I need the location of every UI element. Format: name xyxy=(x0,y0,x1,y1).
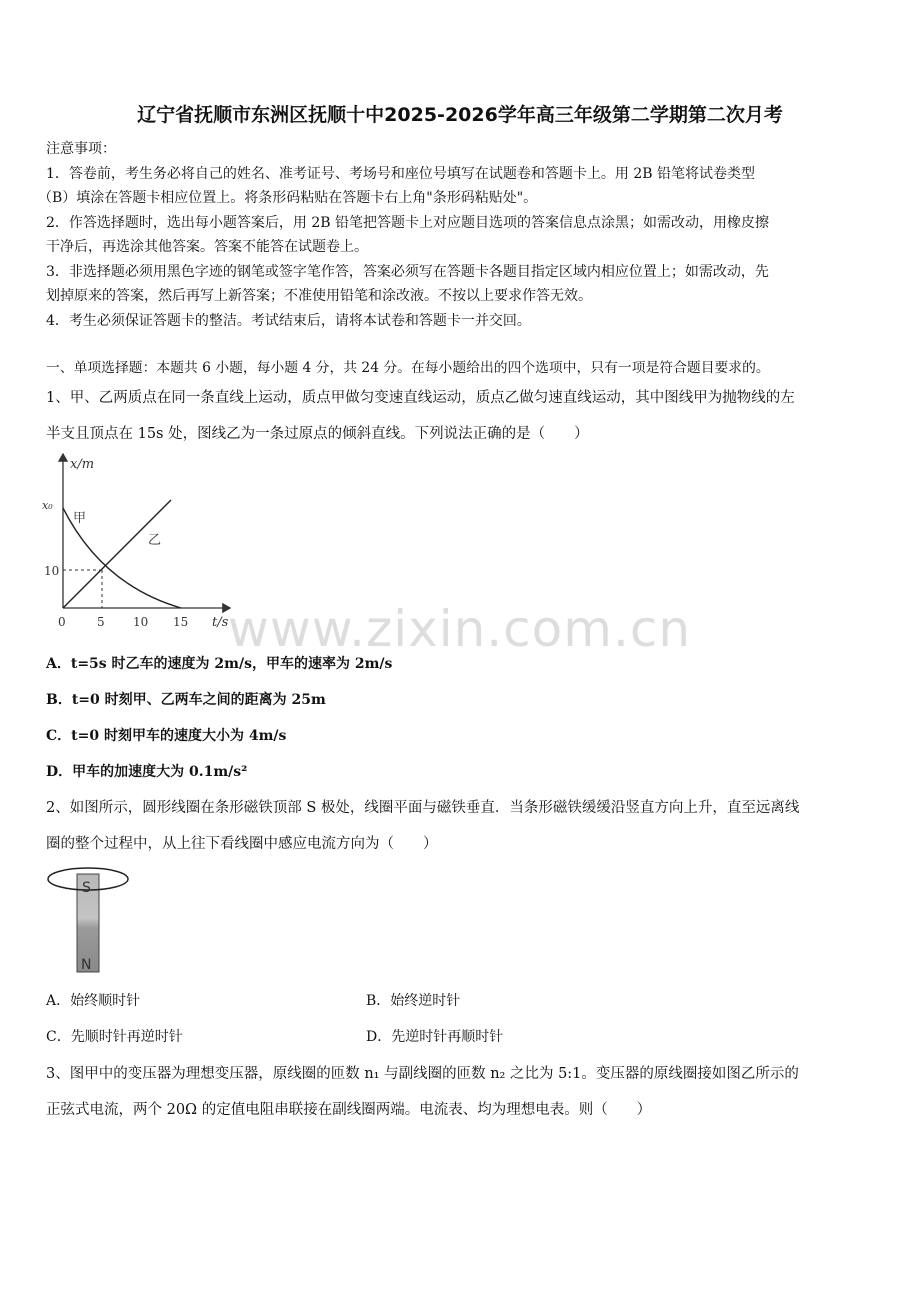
notice-line: 4．考生必须保证答题卡的整洁。考试结束后，请将本试卷和答题卡一并交回。 xyxy=(46,313,531,329)
label-yi: 乙 xyxy=(148,533,162,548)
question-3-stem: 正弦式电流，两个 20Ω 的定值电阻串联接在副线圈两端。电流表、均为理想电表。则（ ） xyxy=(46,1102,652,1118)
q1-xt-graph xyxy=(40,448,240,633)
watermark: www.zixin.com.cn xyxy=(228,600,692,658)
s-pole-label: S xyxy=(82,880,91,896)
notice-line: （B）填涂在答题卡相应位置上。将条形码粘贴在答题卡右上角"条形码粘贴处"。 xyxy=(38,190,538,206)
q1-option-a: A．t=5s 时乙车的速度为 2m/s，甲车的速率为 2m/s xyxy=(46,656,393,672)
y-axis-label: x/m xyxy=(70,457,95,472)
section-heading: 一、单项选择题：本题共 6 小题，每小题 4 分，共 24 分。在每小题给出的四个选项中，只有一项是符合题目要求的。 xyxy=(46,360,770,376)
q2-option-a: A．始终顺时针 xyxy=(46,993,141,1009)
q2-option-b: B．始终逆时针 xyxy=(366,993,461,1009)
page-title: 辽宁省抚顺市东洲区抚顺十中2025-2026学年高三年级第二学期第二次月考 xyxy=(137,104,783,126)
q2-magnet-coil-figure xyxy=(44,862,134,977)
x-tick-label: 5 xyxy=(97,615,105,629)
y-tick-label: 10 xyxy=(44,564,60,578)
x-tick-label: 0 xyxy=(58,615,66,629)
x0-label: x₀ xyxy=(42,499,53,512)
x-axis-label: t/s xyxy=(212,615,229,630)
q1-option-c: C．t=0 时刻甲车的速度大小为 4m/s xyxy=(46,728,287,744)
notice-line: 干净后，再选涂其他答案。答案不能答在试题卷上。 xyxy=(46,239,368,255)
q2-option-c: C．先顺时针再逆时针 xyxy=(46,1029,183,1045)
question-3-stem: 3、图甲中的变压器为理想变压器，原线圈的匝数 n₁ 与副线圈的匝数 n₂ 之比为 5:1。变压器的原线圈接如图乙所示的 xyxy=(46,1066,799,1082)
question-1-stem: 1、甲、乙两质点在同一条直线上运动，质点甲做匀变速直线运动，质点乙做匀速直线运动，其中图线甲为抛物线的左 xyxy=(46,390,795,406)
q2-option-d: D．先逆时针再顺时针 xyxy=(366,1029,504,1045)
notice-heading: 注意事项： xyxy=(46,141,116,157)
n-pole-label: N xyxy=(81,957,92,973)
notice-line: 1．答卷前，考生务必将自己的姓名、准考证号、考场号和座位号填写在试题卷和答题卡上。用 2B 铅笔将试卷类型 xyxy=(46,166,755,182)
x-tick-label: 15 xyxy=(173,615,189,629)
question-2-stem: 2、如图所示，圆形线圈在条形磁铁顶部 S 极处，线圈平面与磁铁垂直．当条形磁铁缓缓沿竖直方向上升，直至远离线 xyxy=(46,800,800,816)
x-tick-label: 10 xyxy=(133,615,149,629)
question-2-stem: 圈的整个过程中，从上往下看线圈中感应电流方向为（ ） xyxy=(46,836,438,852)
notice-line: 划掉原来的答案，然后再写上新答案；不准使用铅笔和涂改液。不按以上要求作答无效。 xyxy=(46,288,592,304)
question-1-stem: 半支且顶点在 15s 处，图线乙为一条过原点的倾斜直线。下列说法正确的是（ ） xyxy=(46,426,589,442)
notice-line: 2．作答选择题时，选出每小题答案后，用 2B 铅笔把答题卡上对应题目选项的答案信息点涂黑；如需改动，用橡皮擦 xyxy=(46,215,769,231)
notice-line: 3．非选择题必须用黑色字迹的钢笔或签字笔作答，答案必须写在答题卡各题目指定区域内相应位置上；如需改动，先 xyxy=(46,264,769,280)
q1-option-b: B．t=0 时刻甲、乙两车之间的距离为 25m xyxy=(46,692,326,708)
label-jia: 甲 xyxy=(73,511,87,526)
q1-option-d: D．甲车的加速度大为 0.1m/s² xyxy=(46,764,248,780)
